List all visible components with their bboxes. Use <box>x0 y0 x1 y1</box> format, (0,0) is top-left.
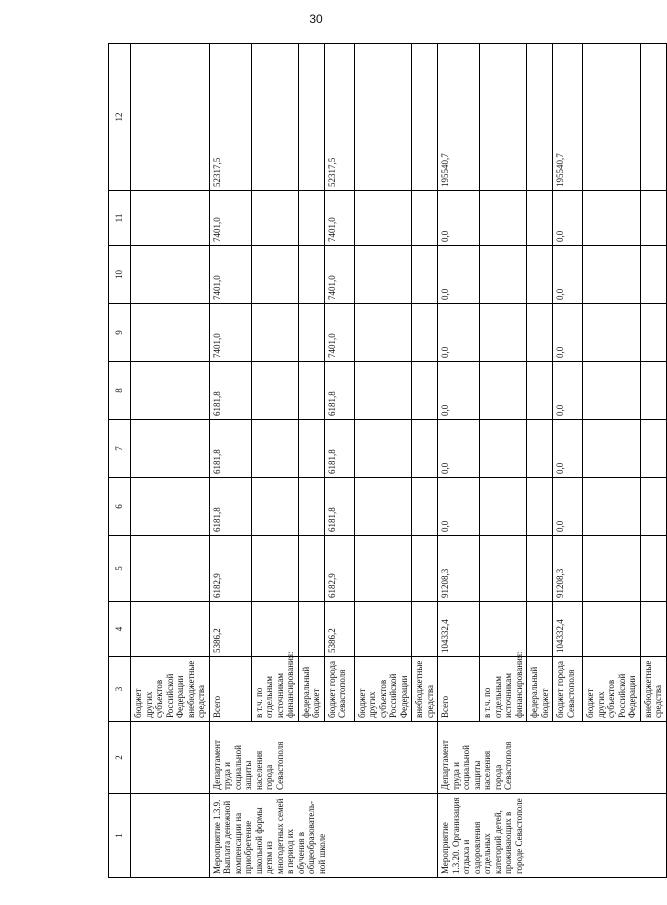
amount-cell <box>251 420 298 478</box>
amount-cell <box>640 536 666 602</box>
amount-cell <box>527 602 553 657</box>
amount-cell <box>412 191 438 246</box>
amount-cell <box>480 602 527 657</box>
amount-cell <box>480 478 527 536</box>
amount-cell: 0,0 <box>553 362 583 420</box>
amount-cell <box>298 362 324 420</box>
amount-cell <box>640 420 666 478</box>
activity-name-cell: Мероприятие 1.3.20. Организация отдыха и оздоровления отдельных категорий детей, проживающих в городе Севастополе <box>438 794 667 878</box>
amount-cell: 6181,8 <box>209 478 251 536</box>
amount-cell: 0,0 <box>438 478 480 536</box>
executor-cell: Департамент труда и социальной защиты населения города Севастополя <box>209 722 438 794</box>
amount-cell: 195540,7 <box>438 44 480 191</box>
amount-cell <box>354 44 412 191</box>
funding-source-cell: бюджет города Севастополя <box>553 657 583 722</box>
amount-cell <box>251 246 298 304</box>
amount-cell <box>583 304 641 362</box>
amount-cell <box>412 420 438 478</box>
amount-cell <box>583 362 641 420</box>
amount-cell <box>480 362 527 420</box>
amount-cell <box>298 478 324 536</box>
amount-cell <box>583 602 641 657</box>
amount-cell <box>354 478 412 536</box>
amount-cell <box>131 304 210 362</box>
amount-cell <box>298 602 324 657</box>
amount-cell <box>480 246 527 304</box>
amount-cell <box>527 536 553 602</box>
amount-cell <box>583 44 641 191</box>
amount-cell <box>412 362 438 420</box>
table-row <box>209 44 251 878</box>
amount-cell: 0,0 <box>553 420 583 478</box>
amount-cell <box>131 420 210 478</box>
amount-cell <box>251 191 298 246</box>
amount-cell <box>480 536 527 602</box>
funding-source-cell: бюджет других субъектов Российской Федерации <box>354 657 412 722</box>
amount-cell <box>527 44 553 191</box>
amount-cell: 6181,8 <box>209 420 251 478</box>
amount-cell: 6182,9 <box>209 536 251 602</box>
amount-cell: 195540,7 <box>553 44 583 191</box>
amount-cell: 52317,5 <box>209 44 251 191</box>
column-number: 9 <box>109 304 131 362</box>
executor-cell <box>131 722 210 794</box>
amount-cell: 6181,8 <box>324 478 354 536</box>
amount-cell: 6181,8 <box>324 420 354 478</box>
funding-source-cell: внебюджетные средства <box>412 657 438 722</box>
amount-cell: 6181,8 <box>324 362 354 420</box>
amount-cell: 0,0 <box>553 304 583 362</box>
funding-source-cell: федеральный бюджет <box>298 657 324 722</box>
amount-cell <box>298 536 324 602</box>
funding-source-cell: в т.ч. по отдельным источникам финансирования: <box>480 657 527 722</box>
amount-cell: 7401,0 <box>324 246 354 304</box>
amount-cell <box>131 536 210 602</box>
funding-source-cell: бюджет города Севастополя <box>324 657 354 722</box>
amount-cell: 52317,5 <box>324 44 354 191</box>
amount-cell <box>251 44 298 191</box>
amount-cell <box>412 246 438 304</box>
amount-cell <box>412 602 438 657</box>
amount-cell: 7401,0 <box>209 191 251 246</box>
amount-cell <box>412 536 438 602</box>
amount-cell <box>480 304 527 362</box>
column-number: 4 <box>109 602 131 657</box>
amount-cell: 91208,3 <box>438 536 480 602</box>
amount-cell <box>640 602 666 657</box>
amount-cell: 0,0 <box>553 191 583 246</box>
column-number-row <box>109 44 131 878</box>
funding-source-cell: Всего <box>209 657 251 722</box>
amount-cell <box>131 362 210 420</box>
amount-cell: 0,0 <box>438 304 480 362</box>
amount-cell: 91208,3 <box>553 536 583 602</box>
amount-cell: 0,0 <box>438 191 480 246</box>
amount-cell <box>131 602 210 657</box>
amount-cell <box>480 191 527 246</box>
amount-cell <box>354 304 412 362</box>
column-number: 7 <box>109 420 131 478</box>
amount-cell <box>527 362 553 420</box>
amount-cell <box>298 420 324 478</box>
amount-cell <box>640 44 666 191</box>
amount-cell <box>640 246 666 304</box>
column-number: 8 <box>109 362 131 420</box>
funding-source-cell: бюджет других субъектов Российской Федерации внебюджетные средства <box>131 657 210 722</box>
executor-cell: Департамент труда и социальной защиты населения города Севастополя <box>438 722 667 794</box>
amount-cell <box>583 478 641 536</box>
amount-cell <box>251 362 298 420</box>
table-row <box>131 44 210 878</box>
amount-cell: 0,0 <box>438 362 480 420</box>
amount-cell <box>640 478 666 536</box>
amount-cell <box>527 420 553 478</box>
funding-source-cell: бюджет других субъектов Российской Федерации <box>583 657 641 722</box>
activity-name-cell: Мероприятие 1.3.9. Выплата денежной компенсации на приобретение школьной формы детям из многодетных семей в период их обучения в общеобразователь-ной школе <box>209 794 438 878</box>
amount-cell <box>640 191 666 246</box>
amount-cell <box>583 420 641 478</box>
amount-cell <box>354 420 412 478</box>
amount-cell <box>251 478 298 536</box>
amount-cell <box>298 304 324 362</box>
amount-cell <box>640 362 666 420</box>
column-number: 12 <box>109 44 131 191</box>
amount-cell <box>527 304 553 362</box>
amount-cell <box>583 536 641 602</box>
amount-cell: 5386,2 <box>209 602 251 657</box>
amount-cell <box>583 246 641 304</box>
amount-cell <box>412 44 438 191</box>
amount-cell: 7401,0 <box>324 304 354 362</box>
amount-cell <box>412 478 438 536</box>
activity-name-cell <box>131 794 210 878</box>
amount-cell <box>583 191 641 246</box>
page-number: 30 <box>309 12 323 26</box>
amount-cell <box>298 246 324 304</box>
amount-cell: 6181,8 <box>209 362 251 420</box>
amount-cell: 104332,4 <box>438 602 480 657</box>
amount-cell <box>527 191 553 246</box>
column-number: 5 <box>109 536 131 602</box>
amount-cell: 6182,9 <box>324 536 354 602</box>
amount-cell <box>480 44 527 191</box>
amount-cell <box>131 246 210 304</box>
funding-source-cell: в т.ч. по отдельным источникам финансирования: <box>251 657 298 722</box>
amount-cell <box>354 191 412 246</box>
amount-cell: 0,0 <box>438 420 480 478</box>
amount-cell <box>412 304 438 362</box>
budget-table <box>108 43 667 878</box>
rotated-table-container <box>108 44 663 878</box>
amount-cell: 7401,0 <box>209 246 251 304</box>
table-body <box>109 44 667 878</box>
amount-cell <box>298 44 324 191</box>
amount-cell <box>527 246 553 304</box>
funding-source-cell: федеральный бюджет <box>527 657 553 722</box>
column-number: 10 <box>109 246 131 304</box>
amount-cell <box>298 191 324 246</box>
funding-source-cell: внебюджетные средства <box>640 657 666 722</box>
amount-cell <box>251 304 298 362</box>
amount-cell: 0,0 <box>438 246 480 304</box>
amount-cell: 7401,0 <box>324 191 354 246</box>
amount-cell <box>251 536 298 602</box>
amount-cell <box>131 478 210 536</box>
amount-cell <box>251 602 298 657</box>
column-number: 11 <box>109 191 131 246</box>
amount-cell <box>354 362 412 420</box>
table-row <box>438 44 480 878</box>
amount-cell: 0,0 <box>553 246 583 304</box>
amount-cell <box>640 304 666 362</box>
column-number: 2 <box>109 722 131 794</box>
amount-cell: 104332,4 <box>553 602 583 657</box>
column-number: 6 <box>109 478 131 536</box>
amount-cell <box>354 246 412 304</box>
amount-cell <box>354 602 412 657</box>
amount-cell: 7401,0 <box>209 304 251 362</box>
column-number: 1 <box>109 794 131 878</box>
amount-cell <box>131 44 210 191</box>
amount-cell: 5386,2 <box>324 602 354 657</box>
amount-cell <box>527 478 553 536</box>
amount-cell: 0,0 <box>553 478 583 536</box>
funding-source-cell: Всего <box>438 657 480 722</box>
amount-cell <box>480 420 527 478</box>
amount-cell <box>354 536 412 602</box>
amount-cell <box>131 191 210 246</box>
column-number: 3 <box>109 657 131 722</box>
